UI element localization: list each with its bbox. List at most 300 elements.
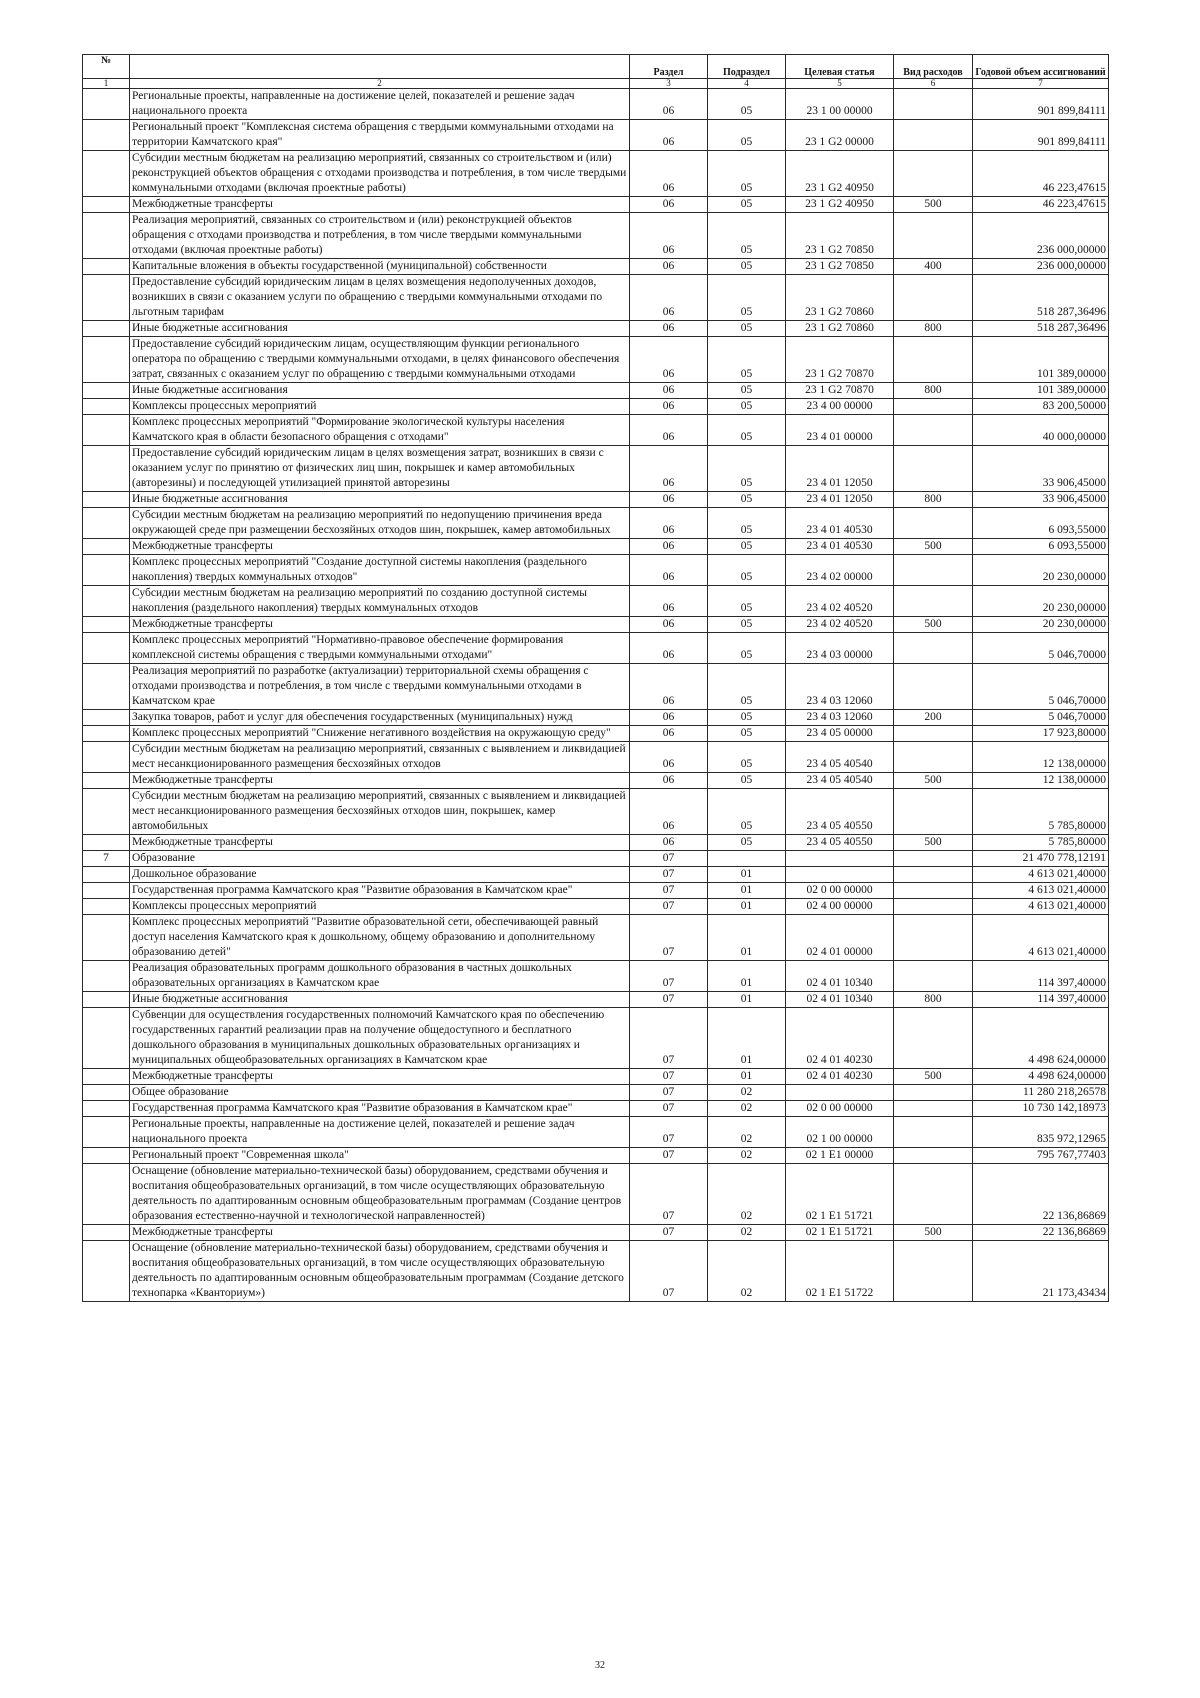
row-amount: 33 906,45000 xyxy=(973,446,1109,492)
row-index xyxy=(83,492,130,508)
row-kind: 800 xyxy=(894,321,973,337)
row-razdel: 06 xyxy=(630,275,708,321)
row-index xyxy=(83,213,130,259)
row-index xyxy=(83,197,130,213)
table-row xyxy=(83,726,1109,742)
row-razdel: 07 xyxy=(630,867,708,883)
row-index xyxy=(83,617,130,633)
row-target: 23 1 G2 70860 xyxy=(786,275,894,321)
row-podrazdel: 05 xyxy=(708,89,786,120)
row-podrazdel: 05 xyxy=(708,492,786,508)
row-index xyxy=(83,151,130,197)
table-row xyxy=(83,399,1109,415)
row-kind: 500 xyxy=(894,539,973,555)
row-target xyxy=(786,1085,894,1101)
row-target: 23 1 G2 70870 xyxy=(786,383,894,399)
table-row xyxy=(83,664,1109,710)
row-index xyxy=(83,321,130,337)
row-amount: 5 046,70000 xyxy=(973,710,1109,726)
row-podrazdel: 05 xyxy=(708,617,786,633)
row-index xyxy=(83,710,130,726)
row-index xyxy=(83,899,130,915)
row-name: Комплексы процессных мероприятий xyxy=(130,399,630,415)
row-razdel: 07 xyxy=(630,1148,708,1164)
row-podrazdel: 01 xyxy=(708,1008,786,1069)
row-podrazdel: 05 xyxy=(708,633,786,664)
header-podrazdel: Подраздел xyxy=(708,55,786,79)
row-target: 23 4 02 40520 xyxy=(786,586,894,617)
row-index xyxy=(83,726,130,742)
row-name: Субсидии местным бюджетам на реализацию мероприятий, связанных с выявлением и ликвидацией мест несанкционированного размещения бесхозяйных отходов xyxy=(130,742,630,773)
table-row xyxy=(83,259,1109,275)
row-kind xyxy=(894,275,973,321)
row-podrazdel: 05 xyxy=(708,383,786,399)
row-razdel: 06 xyxy=(630,539,708,555)
row-amount: 17 923,80000 xyxy=(973,726,1109,742)
table-row xyxy=(83,899,1109,915)
column-number: 7 xyxy=(973,79,1109,89)
row-kind: 500 xyxy=(894,773,973,789)
row-amount: 33 906,45000 xyxy=(973,492,1109,508)
table-row xyxy=(83,773,1109,789)
row-amount: 6 093,55000 xyxy=(973,508,1109,539)
row-name: Межбюджетные трансферты xyxy=(130,1225,630,1241)
row-index xyxy=(83,1117,130,1148)
row-index xyxy=(83,399,130,415)
table-row xyxy=(83,586,1109,617)
column-number: 2 xyxy=(130,79,630,89)
row-podrazdel: 01 xyxy=(708,883,786,899)
row-name: Межбюджетные трансферты xyxy=(130,539,630,555)
row-razdel: 07 xyxy=(630,1069,708,1085)
budget-sheet xyxy=(82,54,1108,1302)
row-name: Региональный проект "Современная школа" xyxy=(130,1148,630,1164)
row-target: 23 4 05 40550 xyxy=(786,835,894,851)
row-amount: 101 389,00000 xyxy=(973,383,1109,399)
row-podrazdel: 05 xyxy=(708,275,786,321)
row-razdel: 07 xyxy=(630,1117,708,1148)
row-index xyxy=(83,555,130,586)
row-podrazdel: 05 xyxy=(708,508,786,539)
column-number: 5 xyxy=(786,79,894,89)
row-amount: 114 397,40000 xyxy=(973,961,1109,992)
row-name: Региональный проект "Комплексная система обращения с твердыми коммунальными отходами на территории Камчатского края" xyxy=(130,120,630,151)
row-index xyxy=(83,835,130,851)
row-kind xyxy=(894,555,973,586)
row-podrazdel: 01 xyxy=(708,899,786,915)
row-razdel: 07 xyxy=(630,1101,708,1117)
table-row xyxy=(83,1148,1109,1164)
budget-table xyxy=(82,54,1109,1302)
row-razdel: 06 xyxy=(630,492,708,508)
row-target: 02 4 01 40230 xyxy=(786,1008,894,1069)
row-razdel: 06 xyxy=(630,726,708,742)
row-name: Предоставление субсидий юридическим лицам в целях возмещения затрат, возникших в связи с оказанием услуг по принятию от физических лиц шин, покрышек и камер автомобильных (авторезины) и последующей утилизацией принятой авторезины xyxy=(130,446,630,492)
row-kind xyxy=(894,867,973,883)
row-kind xyxy=(894,399,973,415)
row-index xyxy=(83,1069,130,1085)
row-target: 02 1 E1 00000 xyxy=(786,1148,894,1164)
row-razdel: 07 xyxy=(630,851,708,867)
row-name: Субсидии местным бюджетам на реализацию мероприятий, связанных с выявлением и ликвидацией мест несанкционированного размещения бесхозяйных отходов шин, покрышек, камер автомобильных xyxy=(130,789,630,835)
row-razdel: 06 xyxy=(630,446,708,492)
row-amount: 4 613 021,40000 xyxy=(973,899,1109,915)
row-amount: 114 397,40000 xyxy=(973,992,1109,1008)
row-amount: 22 136,86869 xyxy=(973,1225,1109,1241)
row-amount: 20 230,00000 xyxy=(973,617,1109,633)
column-number-row xyxy=(83,79,1109,89)
row-target: 23 4 05 40550 xyxy=(786,789,894,835)
row-podrazdel: 05 xyxy=(708,120,786,151)
row-name: Оснащение (обновление материально-технической базы) оборудованием, средствами обучения и воспитания общеобразовательных организаций, в том числе осуществляющих образовательную деятельность по адаптированным основным общеобразовательным программам (Создание детского технопарка «Кванториум») xyxy=(130,1241,630,1302)
row-podrazdel: 05 xyxy=(708,555,786,586)
row-razdel: 06 xyxy=(630,555,708,586)
table-row xyxy=(83,1164,1109,1225)
row-amount: 236 000,00000 xyxy=(973,259,1109,275)
row-razdel: 07 xyxy=(630,915,708,961)
row-podrazdel: 05 xyxy=(708,539,786,555)
row-amount: 21 470 778,12191 xyxy=(973,851,1109,867)
row-podrazdel: 01 xyxy=(708,992,786,1008)
row-kind xyxy=(894,633,973,664)
row-razdel: 06 xyxy=(630,789,708,835)
row-name: Закупка товаров, работ и услуг для обеспечения государственных (муниципальных) нужд xyxy=(130,710,630,726)
row-target: 23 1 G2 70850 xyxy=(786,259,894,275)
row-podrazdel: 02 xyxy=(708,1148,786,1164)
table-row xyxy=(83,197,1109,213)
row-podrazdel: 05 xyxy=(708,399,786,415)
row-razdel: 07 xyxy=(630,883,708,899)
row-name: Субсидии местным бюджетам на реализацию мероприятий по созданию доступной системы накопления (раздельного накопления) твердых коммунальных отходов xyxy=(130,586,630,617)
row-razdel: 06 xyxy=(630,337,708,383)
row-podrazdel: 05 xyxy=(708,742,786,773)
row-amount: 518 287,36496 xyxy=(973,321,1109,337)
row-index xyxy=(83,883,130,899)
row-kind xyxy=(894,742,973,773)
row-name: Оснащение (обновление материально-технической базы) оборудованием, средствами обучения и воспитания общеобразовательных организаций, в том числе осуществляющих образовательную деятельность по адаптированным основным общеобразовательным программам (Создание центров образования естественно-научной и технологической направленностей) xyxy=(130,1164,630,1225)
table-row xyxy=(83,1101,1109,1117)
row-kind: 800 xyxy=(894,992,973,1008)
row-razdel: 07 xyxy=(630,961,708,992)
row-kind xyxy=(894,789,973,835)
row-target: 23 4 05 40540 xyxy=(786,742,894,773)
table-row xyxy=(83,1117,1109,1148)
row-podrazdel xyxy=(708,851,786,867)
row-name: Общее образование xyxy=(130,1085,630,1101)
row-kind xyxy=(894,89,973,120)
table-row xyxy=(83,492,1109,508)
row-index xyxy=(83,1008,130,1069)
row-index xyxy=(83,120,130,151)
table-row xyxy=(83,789,1109,835)
row-razdel: 06 xyxy=(630,508,708,539)
row-razdel: 06 xyxy=(630,742,708,773)
row-kind xyxy=(894,120,973,151)
row-razdel: 06 xyxy=(630,664,708,710)
table-row xyxy=(83,508,1109,539)
row-podrazdel: 01 xyxy=(708,915,786,961)
row-target: 23 4 03 12060 xyxy=(786,664,894,710)
row-kind xyxy=(894,1101,973,1117)
row-razdel: 06 xyxy=(630,586,708,617)
row-amount: 11 280 218,26578 xyxy=(973,1085,1109,1101)
table-row xyxy=(83,633,1109,664)
row-index xyxy=(83,415,130,446)
row-index xyxy=(83,742,130,773)
row-podrazdel: 01 xyxy=(708,867,786,883)
row-target: 02 1 E1 51721 xyxy=(786,1164,894,1225)
row-target: 23 4 01 00000 xyxy=(786,415,894,446)
row-amount: 46 223,47615 xyxy=(973,197,1109,213)
row-name: Образование xyxy=(130,851,630,867)
row-kind xyxy=(894,899,973,915)
row-target: 02 1 E1 51721 xyxy=(786,1225,894,1241)
row-podrazdel: 01 xyxy=(708,961,786,992)
row-kind xyxy=(894,1117,973,1148)
row-name: Комплекс процессных мероприятий "Снижение негативного воздействия на окружающую среду" xyxy=(130,726,630,742)
table-row xyxy=(83,321,1109,337)
row-kind xyxy=(894,415,973,446)
row-amount: 40 000,00000 xyxy=(973,415,1109,446)
row-razdel: 06 xyxy=(630,633,708,664)
row-amount: 4 498 624,00000 xyxy=(973,1069,1109,1085)
row-name: Региональные проекты, направленные на достижение целей, показателей и решение задач национального проекта xyxy=(130,1117,630,1148)
row-podrazdel: 05 xyxy=(708,773,786,789)
row-amount: 901 899,84111 xyxy=(973,120,1109,151)
table-header-row xyxy=(83,55,1109,79)
row-kind xyxy=(894,1085,973,1101)
row-razdel: 06 xyxy=(630,151,708,197)
row-kind xyxy=(894,1164,973,1225)
row-target: 23 4 05 40540 xyxy=(786,773,894,789)
row-kind: 800 xyxy=(894,383,973,399)
row-target: 23 4 01 40530 xyxy=(786,508,894,539)
row-name: Комплекс процессных мероприятий "Нормативно-правовое обеспечение формирования комплексной системы обращения с твердыми коммунальными отходами" xyxy=(130,633,630,664)
table-row xyxy=(83,851,1109,867)
row-amount: 20 230,00000 xyxy=(973,586,1109,617)
row-target: 23 1 G2 00000 xyxy=(786,120,894,151)
header-amount: Годовой объем ассигнований xyxy=(973,55,1109,79)
row-kind xyxy=(894,337,973,383)
row-kind xyxy=(894,1008,973,1069)
row-kind xyxy=(894,1241,973,1302)
row-razdel: 06 xyxy=(630,710,708,726)
row-target: 02 4 01 00000 xyxy=(786,915,894,961)
row-amount: 46 223,47615 xyxy=(973,151,1109,197)
row-name: Комплексы процессных мероприятий xyxy=(130,899,630,915)
table-row xyxy=(83,213,1109,259)
row-name: Межбюджетные трансферты xyxy=(130,197,630,213)
row-razdel: 07 xyxy=(630,992,708,1008)
row-target: 23 1 00 00000 xyxy=(786,89,894,120)
table-row xyxy=(83,415,1109,446)
row-name: Предоставление субсидий юридическим лицам в целях возмещения недополученных доходов, возникших в связи с оказанием услуги по обращению с твердыми коммунальными отходами по льготным тарифам xyxy=(130,275,630,321)
row-name: Реализация образовательных программ дошкольного образования в частных дошкольных образовательных организациях в Камчатском крае xyxy=(130,961,630,992)
table-row xyxy=(83,915,1109,961)
row-index xyxy=(83,915,130,961)
row-name: Субсидии местным бюджетам на реализацию мероприятий, связанных со строительством и (или) реконструкцией объектов обращения с отходами производства и потребления, в том числе твердыми коммунальными отходами (включая проектные работы) xyxy=(130,151,630,197)
row-name: Межбюджетные трансферты xyxy=(130,617,630,633)
row-amount: 12 138,00000 xyxy=(973,773,1109,789)
row-index xyxy=(83,539,130,555)
table-row xyxy=(83,1225,1109,1241)
table-body xyxy=(83,89,1109,1302)
row-podrazdel: 02 xyxy=(708,1164,786,1225)
table-row xyxy=(83,867,1109,883)
row-index xyxy=(83,789,130,835)
table-row xyxy=(83,710,1109,726)
row-razdel: 06 xyxy=(630,120,708,151)
table-row xyxy=(83,539,1109,555)
row-name: Межбюджетные трансферты xyxy=(130,773,630,789)
row-index xyxy=(83,633,130,664)
column-number: 4 xyxy=(708,79,786,89)
row-razdel: 06 xyxy=(630,89,708,120)
row-razdel: 06 xyxy=(630,259,708,275)
table-row xyxy=(83,446,1109,492)
header-kind: Вид расходов xyxy=(894,55,973,79)
row-name: Иные бюджетные ассигнования xyxy=(130,321,630,337)
row-name: Реализация мероприятий, связанных со строительством и (или) реконструкцией объектов обращения с отходами производства и потребления, в том числе твердыми коммунальными отходами (включая проектные работы) xyxy=(130,213,630,259)
table-row xyxy=(83,383,1109,399)
table-row xyxy=(83,337,1109,383)
row-podrazdel: 05 xyxy=(708,213,786,259)
row-index xyxy=(83,773,130,789)
row-target: 23 1 G2 40950 xyxy=(786,197,894,213)
column-number: 1 xyxy=(83,79,130,89)
row-podrazdel: 05 xyxy=(708,259,786,275)
page-number: 32 xyxy=(595,1660,605,1671)
row-name: Иные бюджетные ассигнования xyxy=(130,992,630,1008)
row-kind xyxy=(894,883,973,899)
row-index xyxy=(83,383,130,399)
row-target: 02 4 01 10340 xyxy=(786,992,894,1008)
row-podrazdel: 05 xyxy=(708,586,786,617)
row-kind xyxy=(894,1148,973,1164)
row-razdel: 07 xyxy=(630,1225,708,1241)
row-index xyxy=(83,446,130,492)
table-row xyxy=(83,742,1109,773)
row-kind xyxy=(894,213,973,259)
row-name: Государственная программа Камчатского края "Развитие образования в Камчатском крае" xyxy=(130,883,630,899)
row-amount: 22 136,86869 xyxy=(973,1164,1109,1225)
row-amount: 20 230,00000 xyxy=(973,555,1109,586)
row-podrazdel: 05 xyxy=(708,151,786,197)
row-kind xyxy=(894,586,973,617)
row-amount: 4 613 021,40000 xyxy=(973,867,1109,883)
table-row xyxy=(83,617,1109,633)
row-podrazdel: 05 xyxy=(708,710,786,726)
row-amount: 5 785,80000 xyxy=(973,789,1109,835)
row-amount: 4 613 021,40000 xyxy=(973,915,1109,961)
column-number: 6 xyxy=(894,79,973,89)
row-razdel: 07 xyxy=(630,899,708,915)
row-razdel: 06 xyxy=(630,197,708,213)
row-amount: 6 093,55000 xyxy=(973,539,1109,555)
row-target: 23 1 G2 40950 xyxy=(786,151,894,197)
table-row xyxy=(83,1241,1109,1302)
row-amount: 518 287,36496 xyxy=(973,275,1109,321)
table-row xyxy=(83,151,1109,197)
row-amount: 901 899,84111 xyxy=(973,89,1109,120)
row-amount: 835 972,12965 xyxy=(973,1117,1109,1148)
row-index xyxy=(83,586,130,617)
row-razdel: 07 xyxy=(630,1241,708,1302)
table-row xyxy=(83,961,1109,992)
row-target xyxy=(786,851,894,867)
row-podrazdel: 05 xyxy=(708,726,786,742)
row-razdel: 07 xyxy=(630,1164,708,1225)
row-amount: 4 498 624,00000 xyxy=(973,1008,1109,1069)
header-razdel: Раздел xyxy=(630,55,708,79)
row-name: Дошкольное образование xyxy=(130,867,630,883)
row-podrazdel: 01 xyxy=(708,1069,786,1085)
row-index xyxy=(83,1101,130,1117)
table-row xyxy=(83,1085,1109,1101)
row-razdel: 07 xyxy=(630,1085,708,1101)
row-index xyxy=(83,992,130,1008)
row-index xyxy=(83,961,130,992)
row-target: 02 1 00 00000 xyxy=(786,1117,894,1148)
row-podrazdel: 02 xyxy=(708,1101,786,1117)
row-index xyxy=(83,664,130,710)
row-kind: 500 xyxy=(894,617,973,633)
row-amount: 101 389,00000 xyxy=(973,337,1109,383)
row-kind: 400 xyxy=(894,259,973,275)
row-name: Межбюджетные трансферты xyxy=(130,835,630,851)
row-razdel: 06 xyxy=(630,415,708,446)
row-podrazdel: 05 xyxy=(708,337,786,383)
row-target: 23 4 01 12050 xyxy=(786,492,894,508)
row-kind xyxy=(894,726,973,742)
row-target: 23 4 05 00000 xyxy=(786,726,894,742)
row-target: 23 4 02 00000 xyxy=(786,555,894,586)
row-kind: 500 xyxy=(894,1069,973,1085)
row-amount: 12 138,00000 xyxy=(973,742,1109,773)
row-kind: 500 xyxy=(894,197,973,213)
table-row xyxy=(83,275,1109,321)
row-target: 23 4 03 00000 xyxy=(786,633,894,664)
row-name: Комплекс процессных мероприятий "Развитие образовательной сети, обеспечивающей равный доступ населения Камчатского края к дошкольному, общему образованию и дополнительному образованию детей" xyxy=(130,915,630,961)
row-target: 23 4 02 40520 xyxy=(786,617,894,633)
table-row xyxy=(83,555,1109,586)
row-razdel: 06 xyxy=(630,773,708,789)
row-target: 23 1 G2 70870 xyxy=(786,337,894,383)
row-target xyxy=(786,867,894,883)
row-kind xyxy=(894,151,973,197)
row-name: Капитальные вложения в объекты государственной (муниципальной) собственности xyxy=(130,259,630,275)
row-amount: 236 000,00000 xyxy=(973,213,1109,259)
row-podrazdel: 05 xyxy=(708,789,786,835)
row-target: 02 4 00 00000 xyxy=(786,899,894,915)
row-target: 02 0 00 00000 xyxy=(786,1101,894,1117)
row-kind: 500 xyxy=(894,835,973,851)
row-name: Субвенции для осуществления государственных полномочий Камчатского края по обеспечению государственных гарантий реализации прав на получение общедоступного и бесплатного дошкольного образования в муниципальных дошкольных образовательных организациях и муниципальных общеобразовательных организациях в Камчатском крае xyxy=(130,1008,630,1069)
row-podrazdel: 02 xyxy=(708,1085,786,1101)
table-row xyxy=(83,89,1109,120)
row-target: 02 0 00 00000 xyxy=(786,883,894,899)
row-podrazdel: 05 xyxy=(708,835,786,851)
row-kind xyxy=(894,915,973,961)
row-kind: 800 xyxy=(894,492,973,508)
row-name: Иные бюджетные ассигнования xyxy=(130,383,630,399)
row-kind: 200 xyxy=(894,710,973,726)
row-target: 23 4 00 00000 xyxy=(786,399,894,415)
row-razdel: 06 xyxy=(630,213,708,259)
row-name: Межбюджетные трансферты xyxy=(130,1069,630,1085)
table-row xyxy=(83,835,1109,851)
row-index xyxy=(83,1148,130,1164)
